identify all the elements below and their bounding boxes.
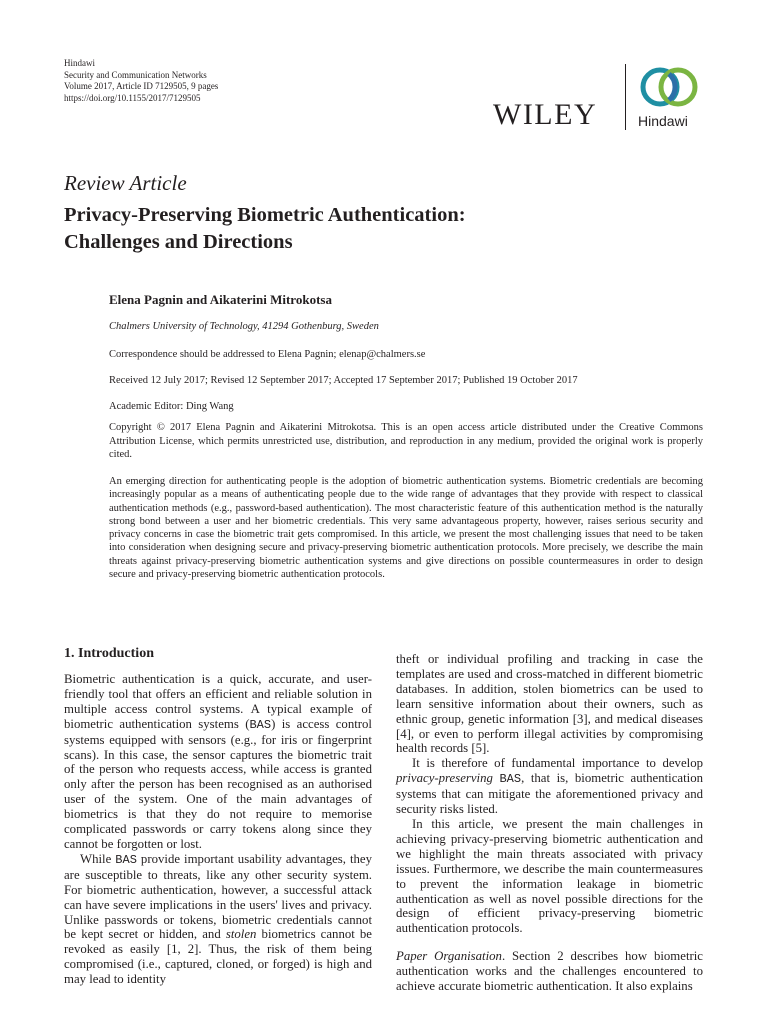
- journal-name: Security and Communication Networks: [64, 69, 207, 80]
- affiliation: Chalmers University of Technology, 41294 Gothenburg, Sweden: [109, 321, 379, 332]
- authors: Elena Pagnin and Aikaterini Mitrokotsa: [109, 292, 332, 307]
- article-type: Review Article: [64, 171, 187, 195]
- paragraph: While BAS provide important usability advantages, they are susceptible to threats, like any other security system. For biometric authentication, however, a successful attack can have severe implications in the users' lives and privacy. Unlike passwords or tokens, biometric credentials cannot be kept secret or hidden, and stolen biometrics cannot be revoked as easily [1, 2]. Thus, the risk of them being compromised (i.e., captured, cloned, or forged) is high and may lead to identity: [64, 851, 373, 987]
- title-line-1: Privacy-Preserving Biometric Authentication:: [64, 204, 466, 226]
- academic-editor: Academic Editor: Ding Wang: [109, 401, 234, 412]
- body-column-right: [396, 652, 703, 994]
- wiley-logo: WILEY: [493, 98, 598, 131]
- section-heading-introduction: 1. Introduction: [64, 646, 154, 661]
- paragraph: theft or individual profiling and tracking in case the templates are used and cross-matched in different biometric databases. In addition, stolen biometrics can be used to learn sensitive information about their owners, such as ethnic group, genetic information [3], and medical diseases [4], or even to perform illegal activities by compromising health records [5].: [396, 652, 703, 756]
- hindawi-logo-text: Hindawi: [638, 113, 688, 129]
- article-title: [64, 202, 664, 256]
- paragraph: Paper Organisation. Section 2 describes how biometric authentication works and the challenges encountered to achieve accurate biometric authentication. It also explains: [396, 949, 703, 994]
- article-dates: Received 12 July 2017; Revised 12 September 2017; Accepted 17 September 2017; Published 19 October 2017: [109, 375, 578, 386]
- hindawi-rings-icon: [638, 66, 702, 108]
- publisher-name: Hindawi: [64, 58, 95, 68]
- body-column-left: [64, 672, 372, 987]
- volume-info: Volume 2017, Article ID 7129505, 9 pages: [64, 81, 219, 91]
- doi-link[interactable]: https://doi.org/10.1155/2017/7129505: [64, 92, 201, 103]
- abstract: An emerging direction for authenticating people is the adoption of biometric authentication systems. Biometric credentials are becoming increasingly popular as a means of authenticating people due to the wide range of advantages that they provide with respect to classical authentication methods (e.g., password-based authentication). The most characteristic feature of this authentication method is the naturally strong bond between a user and her biometric credentials. This very same advantageous property, however, raises serious security and privacy concerns in case the biometric trait gets compromised. In this article, we present the most challenging issues that need to be taken into consideration when designing secure and privacy-preserving biometric authentication protocols. More precisely, we describe the main threats against privacy-preserving biometric authentication systems and give directions on possible countermeasures in order to design secure and privacy-preserving biometric authentication protocols.: [109, 476, 703, 581]
- copyright-notice: Copyright © 2017 Elena Pagnin and Aikaterini Mitrokotsa. This is an open access article distributed under the Creative Commons Attribution License, which permits unrestricted use, distribution, and reproduction in any medium, provided the original work is properly cited.: [109, 422, 703, 461]
- logo-divider: [625, 64, 626, 130]
- correspondence: Correspondence should be addressed to Elena Pagnin; elenap@chalmers.se: [109, 349, 426, 360]
- paragraph: In this article, we present the main challenges in achieving privacy-preserving biometric authentication and we highlight the main threats associated with privacy issues. Furthermore, we describe the main countermeasures to prevent the information leakage in biometric authentication as well as novel possible directions for the design of efficient privacy-preserving biometric authentication protocols.: [396, 816, 703, 936]
- paragraph: Biometric authentication is a quick, accurate, and user-friendly tool that offers an efficient and reliable solution in multiple access control systems. A typical example of biometric authentication systems (BAS) is access control systems equipped with sensors (e.g., for iris or fingerprint scans). In this case, the sensor captures the biometric trait of the person who requests access, while access is granted only after the person has been recognised as an authorised user of the system. One of the main advantages of biometrics is that they do not require to memorise complicated passwords or carry tokens along since they cannot be forgotten or lost.: [64, 672, 372, 851]
- journal-metadata: [64, 58, 218, 104]
- paragraph: It is therefore of fundamental importance to develop privacy-preserving BAS, that is, biometric authentication systems that can mitigate the aforementioned privacy and security risks listed.: [396, 756, 703, 817]
- title-line-2: Challenges and Directions: [64, 231, 293, 253]
